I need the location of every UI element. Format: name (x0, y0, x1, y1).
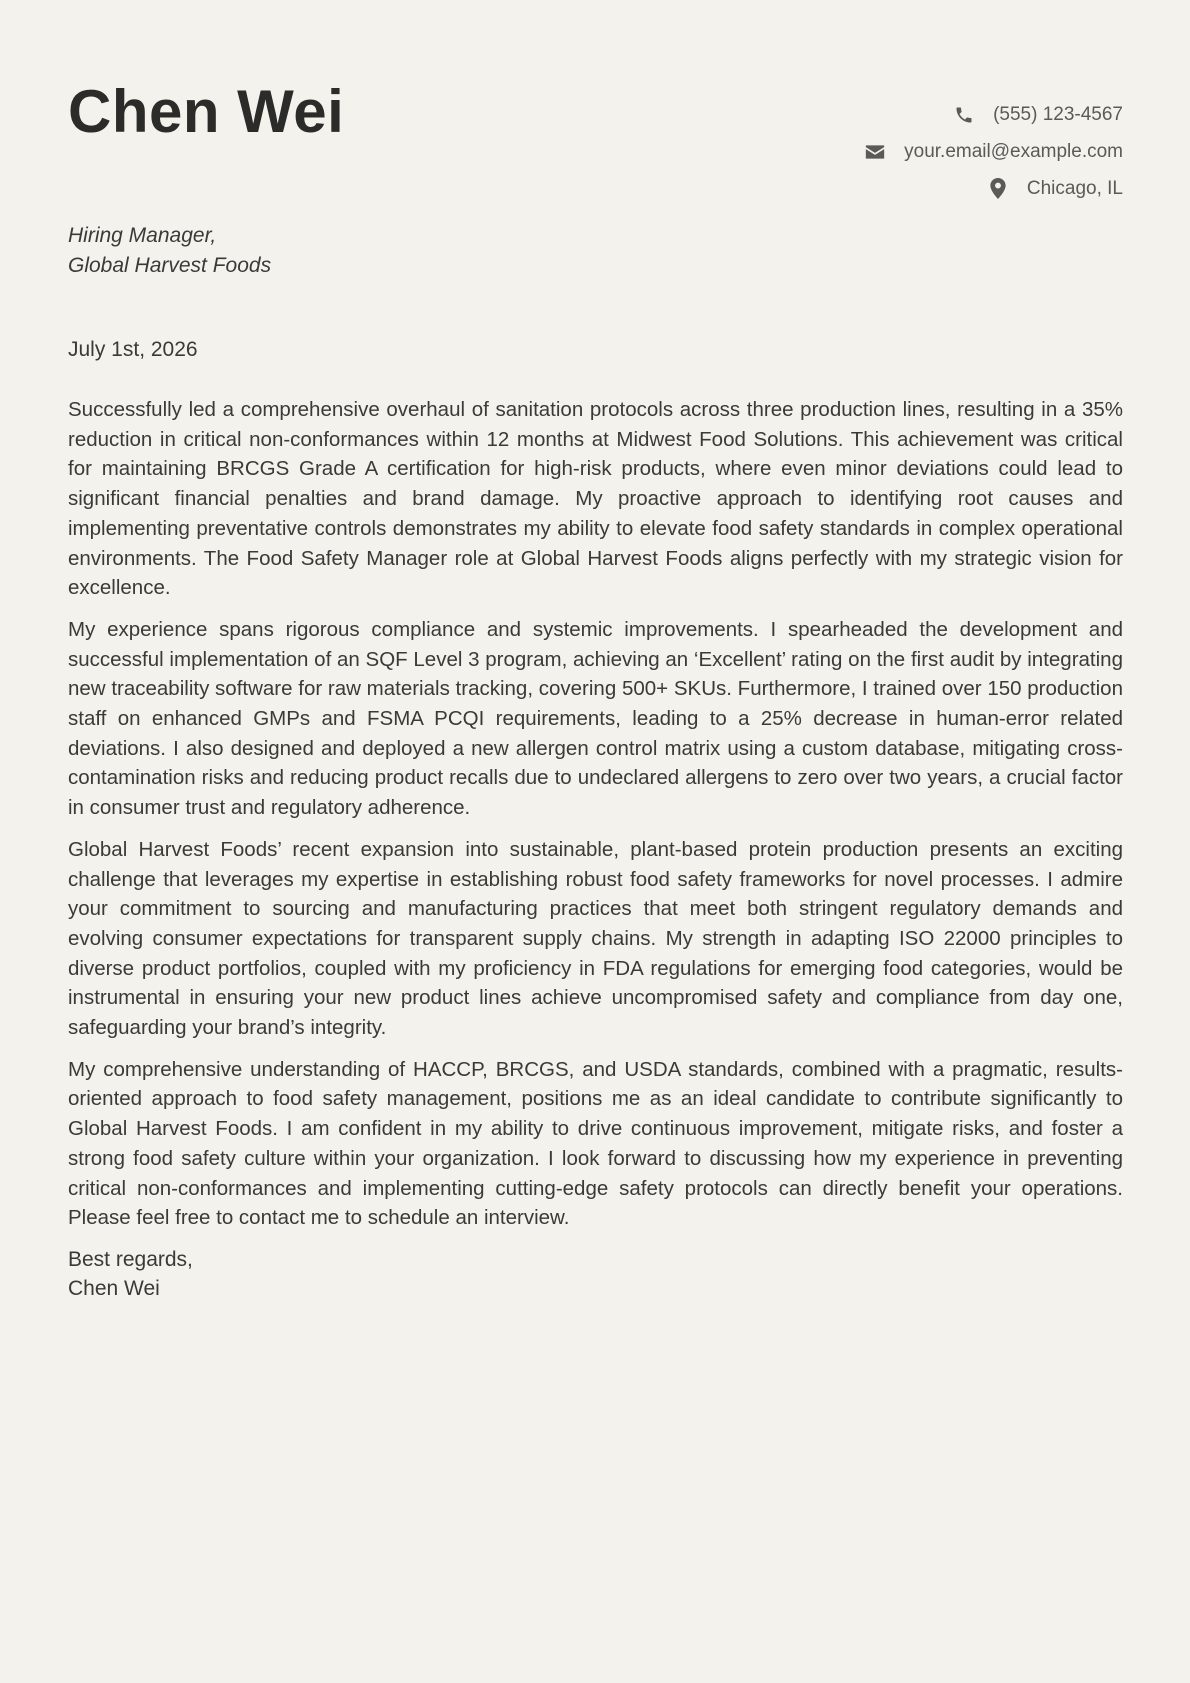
sender-name: Chen Wei (68, 78, 345, 145)
contact-phone (864, 96, 1123, 133)
envelope-icon (864, 141, 886, 163)
letter-body (68, 395, 1123, 1233)
letter-date: July 1st, 2026 (68, 338, 198, 361)
recipient-title: Hiring Manager, (68, 224, 217, 247)
cover-letter-page (68, 0, 1123, 1683)
contact-location (864, 170, 1123, 207)
closing-signature: Chen Wei (68, 1276, 160, 1300)
map-pin-icon (987, 178, 1009, 200)
body-paragraph: Successfully led a comprehensive overhaul of sanitation protocols across three production lines, resulting in a 35% reduction in critical non-conformances within 12 months at Midwest Food Solutions. This achievement was critical for maintaining BRCGS Grade A certification for high-risk products, where even minor deviations could lead to significant financial penalties and brand damage. My proactive approach to identifying root causes and implementing preventative controls demonstrates my ability to elevate food safety standards in complex operational environments. The Food Safety Manager role at Global Harvest Foods aligns perfectly with my strategic vision for excellence. (68, 398, 1123, 600)
contact-email (864, 133, 1123, 170)
recipient-block (68, 221, 1123, 281)
phone-number: (555) 123-4567 (993, 103, 1123, 125)
letter-closing (68, 1245, 1123, 1303)
body-paragraph: My comprehensive understanding of HACCP, BRCGS, and USDA standards, combined with a pragmatic, results-oriented approach to food safety management, positions me as an ideal candidate to contribute significantly to Global Harvest Foods. I am confident in my ability to drive continuous improvement, mitigate risks, and foster a strong food safety culture within your organization. I look forward to discussing how my experience in preventing critical non-conformances and implementing cutting-edge safety protocols can directly benefit your operations. Please feel free to contact me to schedule an interview. (68, 1057, 1123, 1230)
body-paragraph: Global Harvest Foods’ recent expansion into sustainable, plant-based protein production presents an exciting challenge that leverages my expertise in establishing robust food safety frameworks for novel processes. I admire your commitment to sourcing and manufacturing practices that meet both stringent regulatory demands and evolving consumer expectations for transparent supply chains. My strength in adapting ISO 22000 principles to diverse product portfolios, coupled with my proficiency in FDA regulations for emerging food categories, would be instrumental in ensuring your new product lines achieve uncompromised safety and compliance from day one, safeguarding your brand’s integrity. (68, 837, 1123, 1040)
recipient-company: Global Harvest Foods (68, 254, 272, 277)
closing-salutation: Best regards, (68, 1247, 193, 1271)
letter-header (68, 0, 1123, 205)
location-text: Chicago, IL (1026, 177, 1123, 199)
phone-icon (953, 104, 975, 126)
email-address: your.email@example.com (904, 140, 1123, 162)
contact-info (864, 96, 1123, 207)
body-paragraph: My experience spans rigorous compliance and systemic improvements. I spearheaded the development and successful implementation of an SQF Level 3 program, achieving an ‘Excellent’ rating on the first audit by integrating new traceability software for raw materials tracking, covering 500+ SKUs. Furthermore, I trained over 150 production staff on enhanced GMPs and FSMA PCQI requirements, leading to a 25% decrease in human-error related deviations. I also designed and deployed a new allergen control matrix using a custom database, mitigating cross-contamination risks and reducing product recalls due to undeclared allergens to zero over two years, a crucial factor in consumer trust and regulatory adherence. (68, 617, 1123, 820)
